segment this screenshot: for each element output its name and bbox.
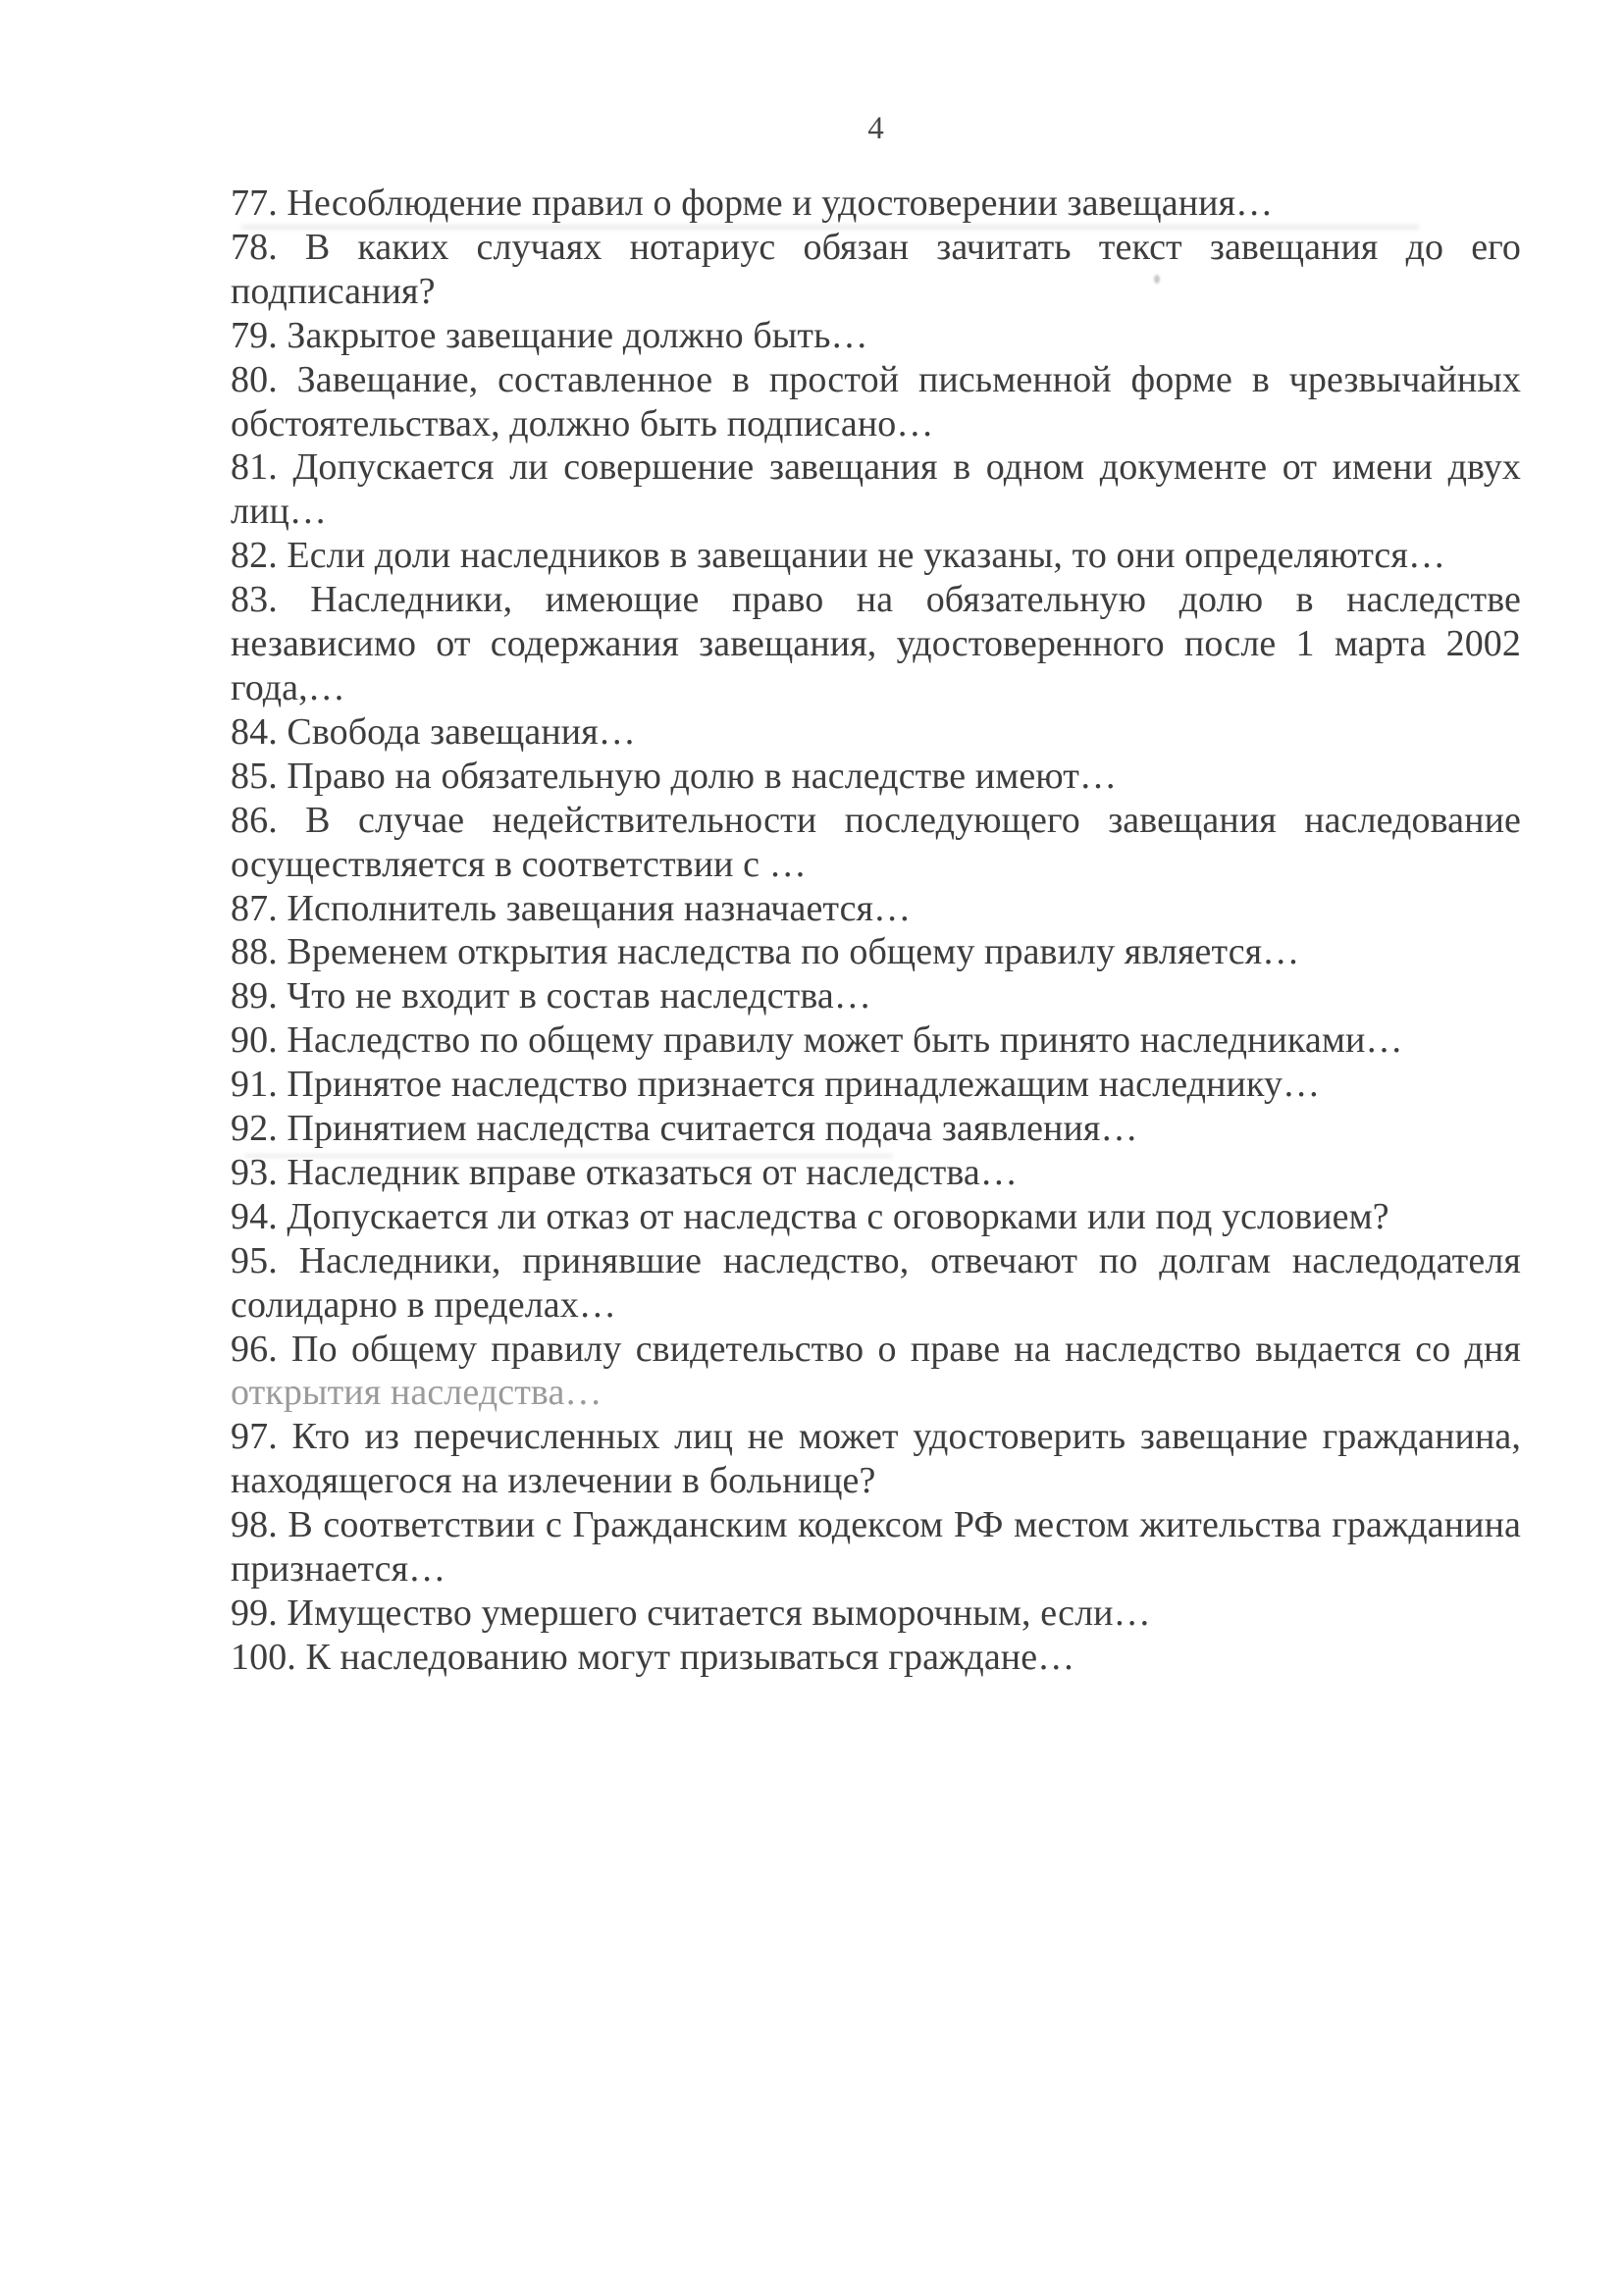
question-77-line-1: 77. Несоблюдение правил о форме и удостоверении завещания… bbox=[231, 183, 1274, 224]
question-97-line-1: 97. Кто из перечисленных лиц не может удостоверить завещание гражданина, bbox=[231, 1416, 1521, 1458]
question-78-line-2: подписания? bbox=[231, 270, 436, 312]
question-81-line-2: лиц… bbox=[231, 491, 328, 533]
question-92-line-1: 92. Принятием наследства считается подача заявления… bbox=[231, 1108, 1138, 1150]
question-87-line-1: 87. Исполнитель завещания назначается… bbox=[231, 887, 912, 929]
page-number: 4 bbox=[867, 111, 884, 146]
question-82-line-1: 82. Если доли наследников в завещании не указаны, то они определяются… bbox=[231, 535, 1446, 577]
question-88-line-1: 88. Временем открытия наследства по общему правилу является… bbox=[231, 931, 1300, 973]
question-list bbox=[231, 182, 1521, 1680]
question-80-line-1: 80. Завещание, составленное в простой письменной форме в чрезвычайных bbox=[231, 358, 1521, 400]
question-96-line-1: 96. По общему правилу свидетельство о праве на наследство выдается со дня bbox=[231, 1328, 1521, 1370]
question-83-line-3: года,… bbox=[231, 666, 345, 708]
question-94-line-1: 94. Допускается ли отказ от наследства с оговорками или под условием? bbox=[231, 1195, 1389, 1237]
question-86-line-1: 86. В случае недействительности последующего завещания наследование bbox=[231, 799, 1521, 841]
question-95-line-1: 95. Наследники, принявшие наследство, отвечают по долгам наследодателя bbox=[231, 1239, 1521, 1281]
question-80-line-2: обстоятельствах, должно быть подписано… bbox=[231, 402, 934, 444]
question-83-line-1: 83. Наследники, имеющие право на обязательную долю в наследстве bbox=[231, 579, 1521, 621]
question-79-line-1: 79. Закрытое завещание должно быть… bbox=[231, 314, 868, 356]
question-96-line-2: открытия наследства… bbox=[231, 1372, 602, 1414]
question-83-line-2: независимо от содержания завещания, удостоверенного после 1 марта 2002 bbox=[231, 623, 1521, 665]
question-85-line-1: 85. Право на обязательную долю в наследстве имеют… bbox=[231, 755, 1118, 797]
question-89-line-1: 89. Что не входит в состав наследства… bbox=[231, 975, 871, 1018]
question-86-line-2: осуществляется в соответствии с … bbox=[231, 843, 807, 885]
question-95-line-2: солидарно в пределах… bbox=[231, 1283, 616, 1326]
question-84-line-1: 84. Свобода завещания… bbox=[231, 710, 636, 753]
question-100-line-1: 100. К наследованию могут призываться граждане… bbox=[231, 1636, 1075, 1678]
question-98-line-2: признается… bbox=[231, 1548, 446, 1591]
question-97-line-2: находящегося на излечении в больнице? bbox=[231, 1460, 876, 1502]
question-90-line-1: 90. Наследство по общему правилу может быть принято наследниками… bbox=[231, 1019, 1403, 1062]
question-81-line-1: 81. Допускается ли совершение завещания в одном документе от имени двух bbox=[231, 446, 1521, 489]
question-93-line-1: 93. Наследник вправе отказаться от наследства… bbox=[231, 1151, 1018, 1193]
question-98-line-1: 98. В соответствии с Гражданским кодексом РФ местом жительства гражданина bbox=[231, 1504, 1521, 1546]
question-99-line-1: 99. Имущество умершего считается выморочным, если… bbox=[231, 1592, 1151, 1634]
question-91-line-1: 91. Принятое наследство признается принадлежащим наследнику… bbox=[231, 1064, 1321, 1106]
question-78-line-1: 78. В каких случаях нотариус обязан зачитать текст завещания до его bbox=[231, 226, 1521, 268]
